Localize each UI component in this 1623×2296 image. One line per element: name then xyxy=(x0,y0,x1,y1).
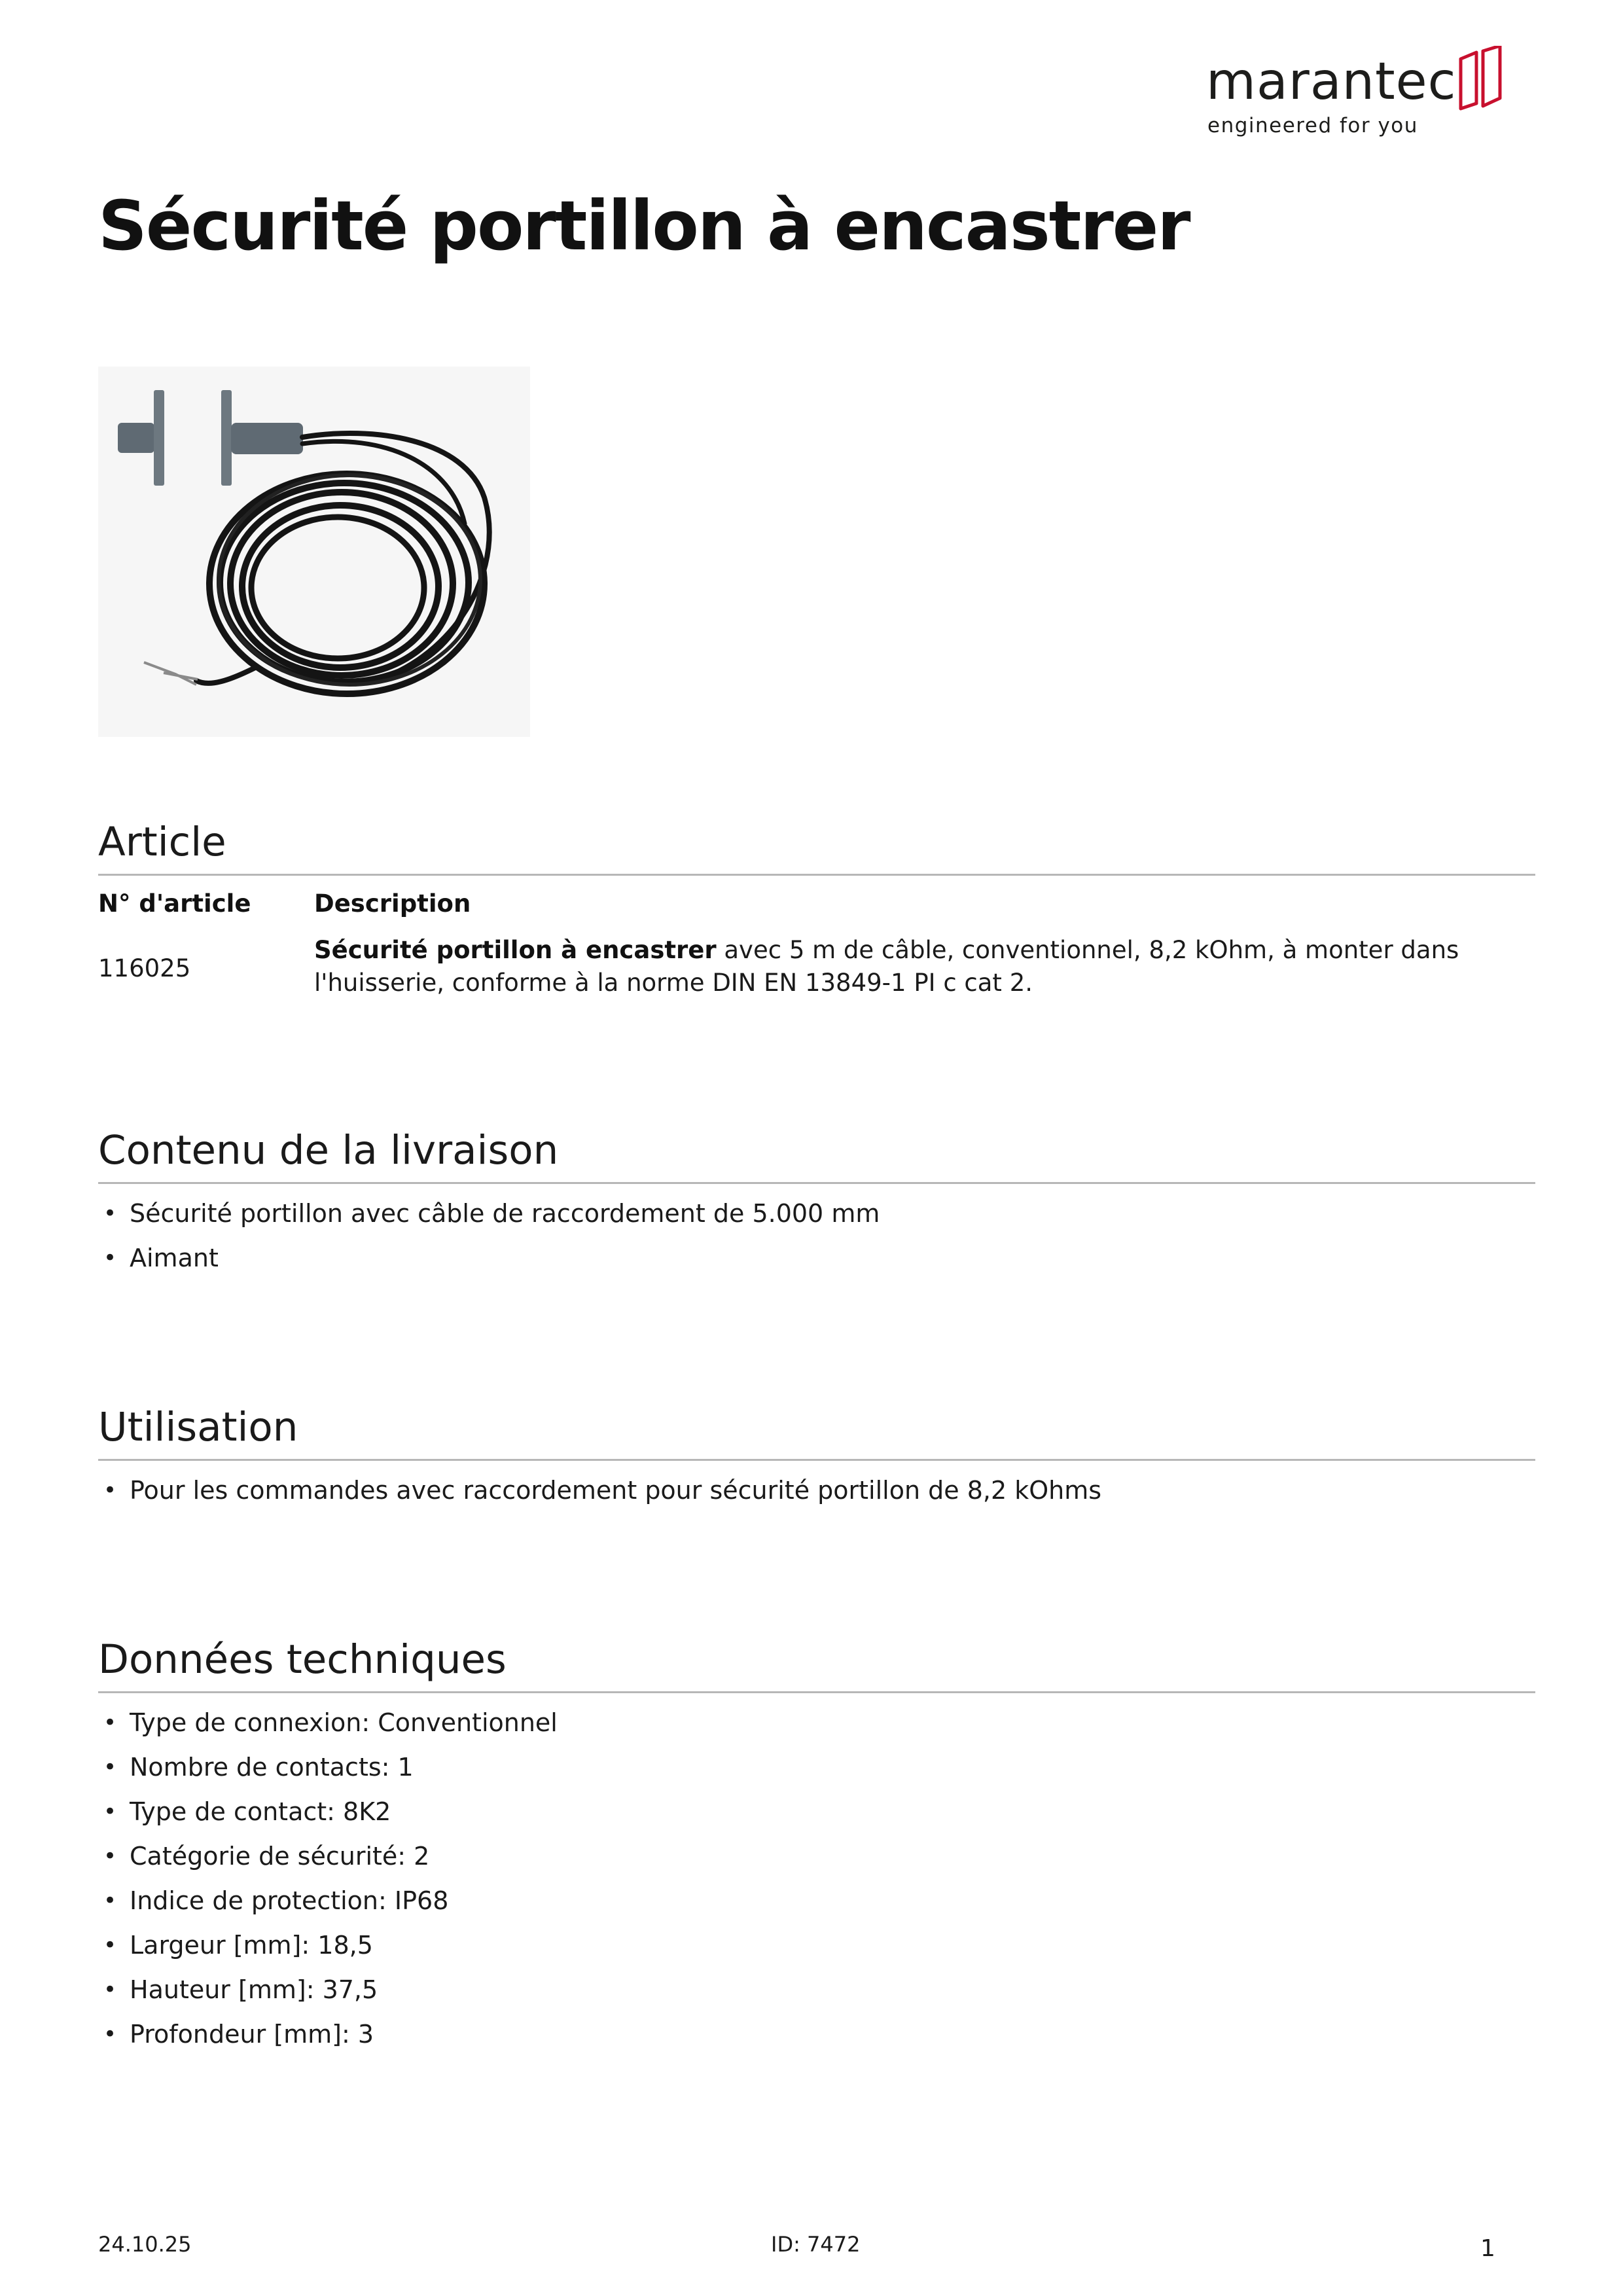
delivery-divider xyxy=(98,1182,1535,1184)
product-photo xyxy=(98,367,530,737)
bullet-icon: • xyxy=(103,1977,117,2003)
bullet-icon: • xyxy=(103,1888,117,1914)
delivery-heading: Contenu de la livraison xyxy=(98,1127,559,1174)
article-number: 116025 xyxy=(98,954,191,982)
brand-mark-icon xyxy=(1457,46,1504,114)
list-item xyxy=(98,1789,558,1834)
list-item-text: Largeur [mm]: 18,5 xyxy=(130,1931,373,1960)
list-item-text: Aimant xyxy=(130,1244,219,1272)
list-item xyxy=(98,1834,558,1878)
list-item-text: Type de connexion: Conventionnel xyxy=(130,1708,558,1737)
list-item xyxy=(98,1468,1101,1513)
technical-heading: Données techniques xyxy=(98,1636,507,1683)
list-item xyxy=(98,2012,558,2056)
usage-divider xyxy=(98,1459,1535,1461)
list-item xyxy=(98,1236,880,1280)
bullet-icon: • xyxy=(103,1932,117,1958)
list-item-text: Type de contact: 8K2 xyxy=(130,1797,391,1826)
bullet-icon: • xyxy=(103,1754,117,1780)
page-title: Sécurité portillon à encastrer xyxy=(98,186,1190,266)
list-item-text: Profondeur [mm]: 3 xyxy=(130,2020,374,2049)
technical-divider xyxy=(98,1691,1535,1693)
bullet-icon: • xyxy=(103,1710,117,1736)
list-item xyxy=(98,1967,558,2012)
list-item-text: Nombre de contacts: 1 xyxy=(130,1753,414,1782)
bullet-icon: • xyxy=(103,1245,117,1271)
list-item xyxy=(98,1700,558,1745)
article-description xyxy=(314,934,1538,999)
list-item-text: Indice de protection: IP68 xyxy=(130,1886,449,1915)
article-number-header: N° d'article xyxy=(98,889,251,918)
bullet-icon: • xyxy=(103,1200,117,1227)
article-description-name: Sécurité portillon à encastrer xyxy=(314,936,717,964)
footer-date: 24.10.25 xyxy=(98,2232,192,2257)
list-item xyxy=(98,1878,558,1923)
brand-name: marantec xyxy=(1206,52,1457,111)
bullet-icon: • xyxy=(103,2021,117,2047)
list-item xyxy=(98,1191,880,1236)
footer-id: ID: 7472 xyxy=(771,2232,861,2257)
article-divider xyxy=(98,874,1535,876)
technical-list xyxy=(98,1700,558,2056)
article-description-text: avec 5 m de câble, conventionnel, 8,2 kOhm, à monter dans l'huisserie, conforme à la norme DIN EN 13849-1 PI c cat 2. xyxy=(314,936,1459,997)
list-item xyxy=(98,1745,558,1789)
article-heading: Article xyxy=(98,819,226,865)
list-item-text: Catégorie de sécurité: 2 xyxy=(130,1842,430,1871)
list-item xyxy=(98,1923,558,1967)
brand-logo xyxy=(1206,42,1507,147)
bullet-icon: • xyxy=(103,1843,117,1869)
list-item-text: Pour les commandes avec raccordement pour sécurité portillon de 8,2 kOhms xyxy=(130,1476,1102,1505)
page-number: 1 xyxy=(1480,2235,1495,2262)
list-item-text: Sécurité portillon avec câble de raccordement de 5.000 mm xyxy=(130,1199,880,1228)
bullet-icon: • xyxy=(103,1477,117,1503)
article-description-header: Description xyxy=(314,889,471,918)
usage-list xyxy=(98,1468,1101,1513)
brand-tagline: engineered for you xyxy=(1207,114,1418,137)
bullet-icon: • xyxy=(103,1799,117,1825)
delivery-list xyxy=(98,1191,880,1280)
usage-heading: Utilisation xyxy=(98,1404,298,1450)
list-item-text: Hauteur [mm]: 37,5 xyxy=(130,1975,378,2004)
